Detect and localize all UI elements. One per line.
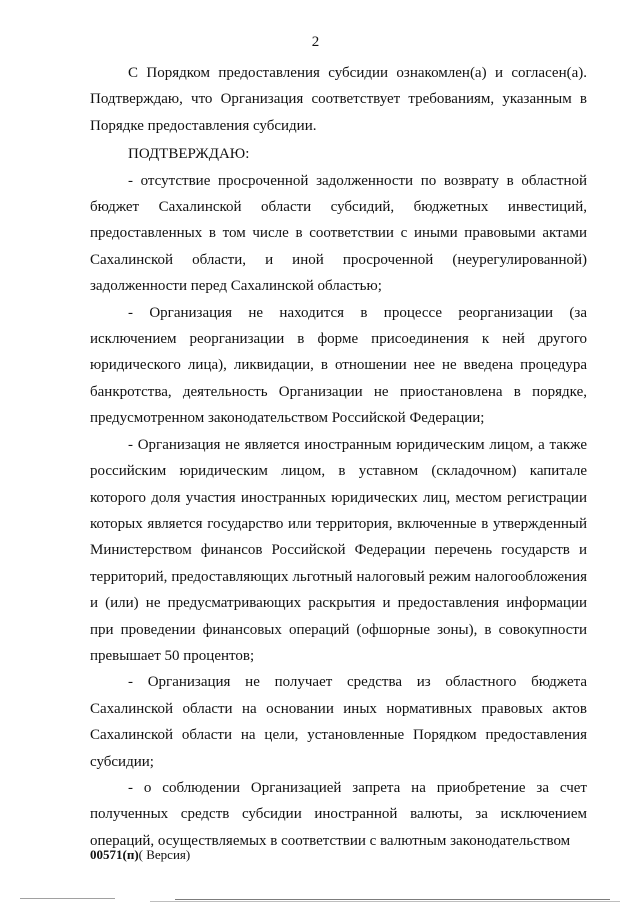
paragraph-not-foreign: - Организация не является иностранным юридическим лицом, а также российским юридическим лицом, в уставном (складочном) капитале которого доля участия иностранных юридических лиц, местом регистрации которых является государство или территория, включенные в утвержденный Министерством финансов Российской Федерации перечень государств и территорий, предоставляющих льготный налоговый режим налогообложения и (или) не предусматривающих раскрытия и предоставления информации при проведении финансовых операций (офшорные зоны), в совокупности превышает 50 процентов; xyxy=(90,436,587,664)
document-version: ( Версия) xyxy=(138,847,191,862)
paragraph-no-reorganization: - Организация не находится в процессе реорганизации (за исключением реорганизации в форме присоединения к ней другого юридического лица), ликвидации, в отношении нее не введена процедура банкротства, деятельность Организации не приостановлена в порядке, предусмотренном законодательством Российской Федерации; xyxy=(90,304,587,427)
document-code-number: 00571(п) xyxy=(90,847,139,862)
paragraph-intro: С Порядком предоставления субсидии ознакомлен(а) и согласен(а). Подтверждаю, что Организация соответствует требованиям, указанным в Порядке предоставления субсидии. xyxy=(90,65,587,134)
paragraph-confirm-heading: ПОДТВЕРЖДАЮ: xyxy=(128,146,250,163)
paragraph-currency-ban: - о соблюдении Организацией запрета на приобретение за счет полученных средств субсидии иностранной валюты, за исключением операций, осуществляемых в соответствии с валютным законодательством xyxy=(90,779,587,849)
paragraph-no-debt: - отсутствие просроченной задолженности по возврату в областной бюджет Сахалинской области субсидий, бюджетных инвестиций, предоставленных в том числе в соответствии с иными правовыми актами Сахалинской области, и иной просроченной (неурегулированной) задолженности перед Сахалинской областью; xyxy=(90,172,587,295)
scan-artifact-line xyxy=(20,898,115,899)
scan-artifact-line xyxy=(175,899,610,900)
document-code xyxy=(90,847,190,863)
page-number: 2 xyxy=(311,34,320,50)
paragraph-no-other-funds: - Организация не получает средства из областного бюджета Сахалинской области на основании иных нормативных правовых актов Сахалинской области на цели, установленные Порядком предоставления субсидии; xyxy=(90,674,587,770)
document-body xyxy=(90,60,587,854)
scan-artifact-line xyxy=(150,901,620,902)
